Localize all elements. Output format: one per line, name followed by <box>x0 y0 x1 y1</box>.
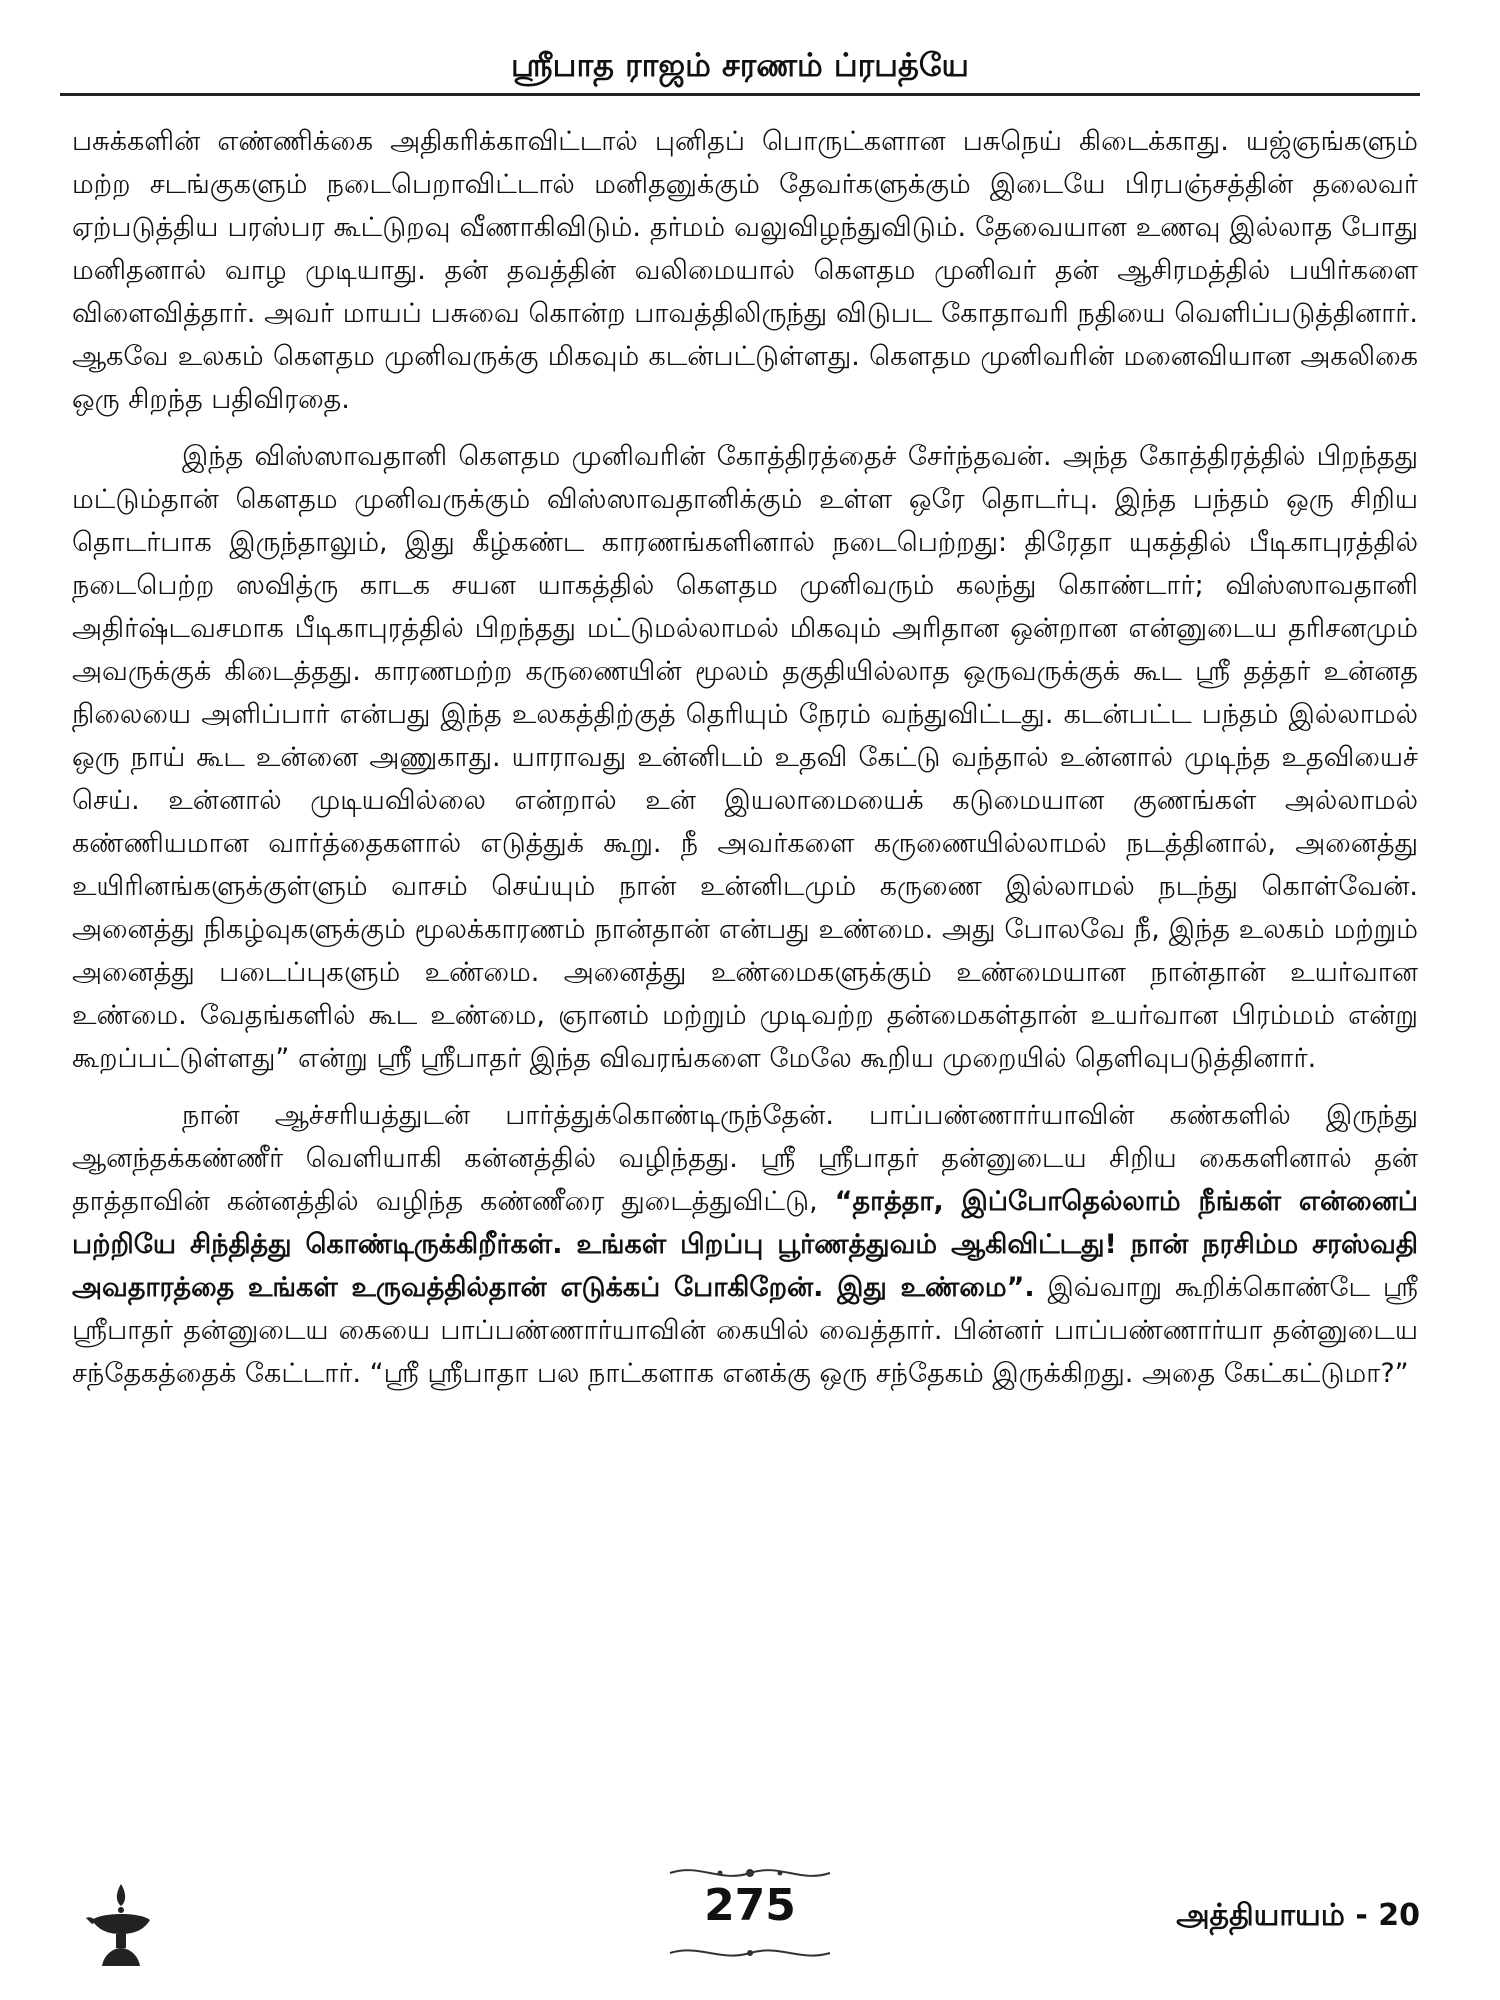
page-header-title: ஸ்ரீபாத ராஜம் சரணம் ப்ரபத்யே <box>511 46 969 84</box>
paragraph-3-outro: இவ்வாறு கூறிக்கொண்டே ஸ்ரீ ஸ்ரீபாதர் தன்னுடைய கையை பாப்பண்ணார்யாவின் கையில் வைத்தார். பின்னர் பாப்பண்ணார்யா தன்னுடைய சந்தேகத்தைக் கேட்டார். “ஸ்ரீ ஸ்ரீபாதா பல நாட்களாக எனக்கு ஒரு சந்தேகம் இருக்கிறது. அதை கேட்கட்டுமா?” <box>72 1272 1418 1389</box>
body-text <box>72 120 1418 1860</box>
page-footer <box>0 1850 1500 2000</box>
paragraph-3 <box>72 1094 1418 1395</box>
paragraph-2: இந்த விஸ்ஸாவதானி கௌதம முனிவரின் கோத்திரத்தைச் சேர்ந்தவன். அந்த கோத்திரத்தில் பிறந்தது மட்டும்தான் கௌதம முனிவருக்கும் விஸ்ஸாவதானிக்கும் உள்ள ஒரே தொடர்பு. இந்த பந்தம் ஒரு சிறிய தொடர்பாக இருந்தாலும், இது கீழ்கண்ட காரணங்களினால் நடைபெற்றது: திரேதா யுகத்தில் பீடிகாபுரத்தில் நடைபெற்ற ஸவித்ரு காடக சயன யாகத்தில் கௌதம முனிவரும் கலந்து கொண்டார்; விஸ்ஸாவதானி அதிர்ஷ்டவசமாக பீடிகாபுரத்தில் பிறந்தது மட்டுமல்லாமல் மிகவும் அரிதான ஒன்றான என்னுடைய தரிசனமும் அவருக்குக் கிடைத்தது. காரணமற்ற கருணையின் மூலம் தகுதியில்லாத ஒருவருக்குக் கூட ஸ்ரீ தத்தர் உன்னத நிலையை அளிப்பார் என்பது இந்த உலகத்திற்குத் தெரியும் நேரம் வந்துவிட்டது. கடன்பட்ட பந்தம் இல்லாமல் ஒரு நாய் கூட உன்னை அணுகாது. யாராவது உன்னிடம் உதவி கேட்டு வந்தால் உன்னால் முடிந்த உதவியைச் செய். உன்னால் முடியவில்லை என்றால் உன் இயலாமையைக் கடுமையான குணங்கள் அல்லாமல் கண்ணியமான வார்த்தைகளால் எடுத்துக் கூறு. நீ அவர்களை கருணையில்லாமல் நடத்தினால், அனைத்து உயிரினங்களுக்குள்ளும் வாசம் செய்யும் நான் உன்னிடமும் கருணை இல்லாமல் நடந்து கொள்வேன். அனைத்து நிகழ்வுகளுக்கும் மூலக்காரணம் நான்தான் என்பது உண்மை. அது போலவே நீ, இந்த உலகம் மற்றும் அனைத்து படைப்புகளும் உண்மை. அனைத்து உண்மைகளுக்கும் உண்மையான நான்தான் உயர்வான உண்மை. வேதங்களில் கூட உண்மை, ஞானம் மற்றும் முடிவற்ற தன்மைகள்தான் உயர்வான பிரம்மம் என்று கூறப்பட்டுள்ளது” என்று ஸ்ரீ ஸ்ரீபாதர் இந்த விவரங்களை மேலே கூறிய முறையில் தெளிவுபடுத்தினார். <box>72 441 1418 1074</box>
header-divider <box>60 93 1420 96</box>
oil-lamp-icon <box>82 1880 160 1970</box>
paragraph-1: பசுக்களின் எண்ணிக்கை அதிகரிக்காவிட்டால் புனிதப் பொருட்களான பசுநெய் கிடைக்காது. யஜ்ஞங்களும் மற்ற சடங்குகளும் நடைபெறாவிட்டால் மனிதனுக்கும் தேவர்களுக்கும் இடையே பிரபஞ்சத்தின் தலைவர் ஏற்படுத்திய பரஸ்பர கூட்டுறவு வீணாகிவிடும். தர்மம் வலுவிழந்துவிடும். தேவையான உணவு இல்லாத போது மனிதனால் வாழ முடியாது. தன் தவத்தின் வலிமையால் கௌதம முனிவர் தன் ஆசிரமத்தில் பயிர்களை விளைவித்தார். அவர் மாயப் பசுவை கொன்ற பாவத்திலிருந்து விடுபட கோதாவரி நதியை வெளிப்படுத்தினார். ஆகவே உலகம் கௌதம முனிவருக்கு மிகவும் கடன்பட்டுள்ளது. கௌதம முனிவரின் மனைவியான அகலிகை ஒரு சிறந்த பதிவிரதை. <box>72 126 1418 415</box>
chapter-label: அத்தியாயம் - 20 <box>1176 1898 1420 1933</box>
paragraph-3-bold-quote: “தாத்தா, இப்போதெல்லாம் நீங்கள் என்னைப் பற்றியே சிந்தித்து கொண்டிருக்கிறீர்கள். உங்கள் பிறப்பு பூர்ணத்துவம் ஆகிவிட்டது! நான் நரசிம்ம சரஸ்வதி அவதாரத்தை உங்கள் உருவத்தில்தான் எடுக்கப் போகிறேன். இது உண்மை”. <box>72 1186 1418 1303</box>
paragraph-3-intro: நான் ஆச்சரியத்துடன் பார்த்துக்கொண்டிருந்தேன். பாப்பண்ணார்யாவின் கண்களில் இருந்து ஆனந்தக்கண்ணீர் வெளியாகி கன்னத்தில் வழிந்தது. ஸ்ரீ ஸ்ரீபாதர் தன்னுடைய சிறிய கைகளினால் தன் தாத்தாவின் கன்னத்தில் வழிந்த கண்ணீரை துடைத்துவிட்டு, <box>72 1100 1418 1217</box>
page-number: 275 <box>704 1880 796 1931</box>
bottom-ornament <box>660 1942 840 1964</box>
